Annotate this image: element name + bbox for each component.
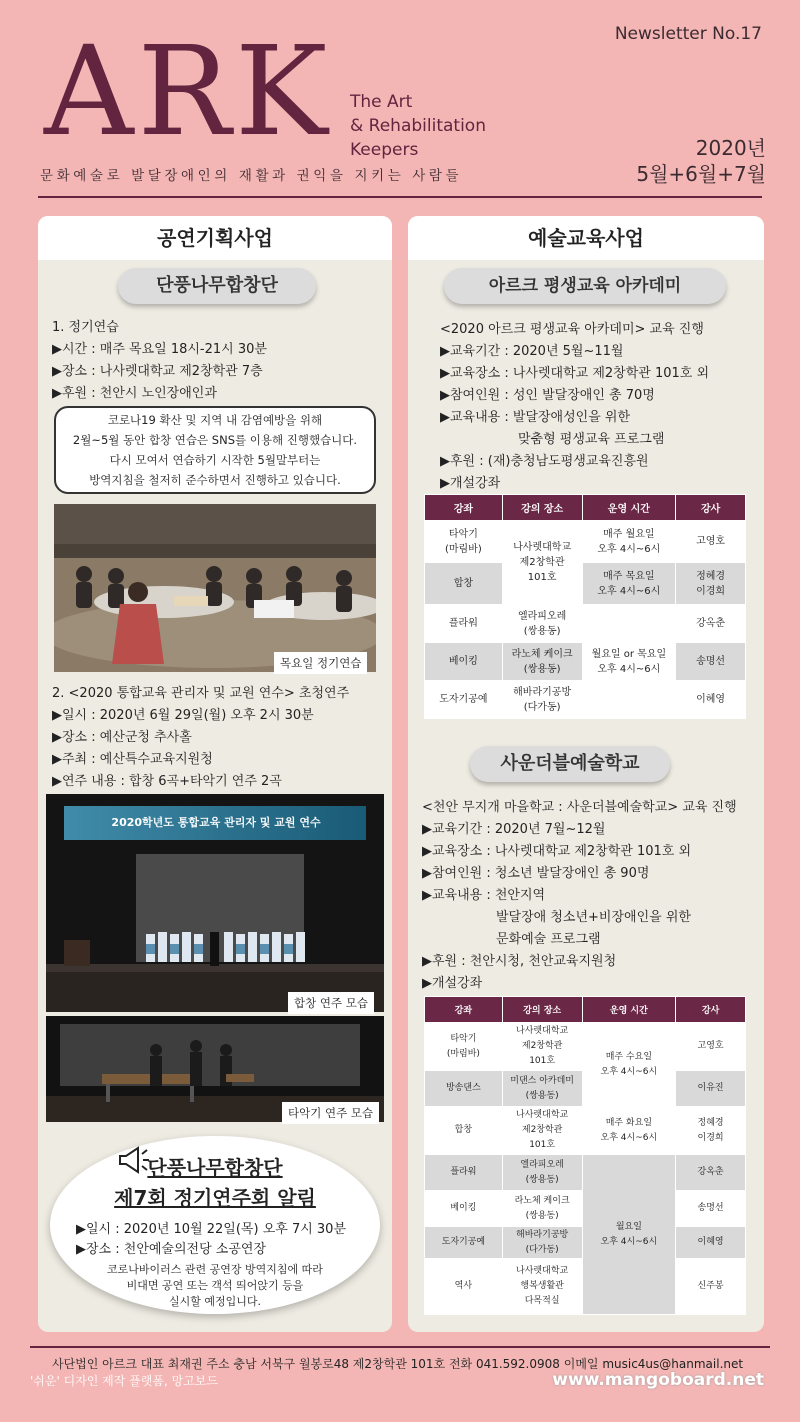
venue-cell xyxy=(502,1071,582,1107)
concert-venue: ▶장소 : 천안예술의전당 소공연장 xyxy=(76,1242,267,1257)
instructor-cell: 송명선 xyxy=(676,643,746,681)
school-content-detail: 문화예술 프로그램 xyxy=(496,932,601,947)
cell-line: 라노체 케이크 xyxy=(514,1195,570,1206)
school-intro: <천안 무지개 마을학교 : 사운더블예술학교> 교육 진행 xyxy=(422,800,737,815)
col-venue: 강의 장소 xyxy=(502,997,582,1023)
academy-intro: <2020 아르크 평생교육 아카데미> 교육 진행 xyxy=(440,322,704,337)
col-venue: 강의 장소 xyxy=(502,495,582,521)
footer-info: 사단법인 아르크 대표 최재권 주소 충남 서북구 월봉로48 제2창학관 101호 전화 041.592.0908 이메일 music4us@hanmail.net xyxy=(52,1357,744,1371)
concert-note-line: 비대면 공연 또는 객석 띄어앉기 등을 xyxy=(126,1279,304,1292)
table-row xyxy=(425,1107,746,1155)
invite-place: ▶장소 : 예산군청 추사홀 xyxy=(52,730,192,745)
academy-pill: 아르크 평생교육 아카데미 xyxy=(444,268,726,304)
academy-people: ▶참여인원 : 성인 발달장애인 총 70명 xyxy=(440,388,655,403)
concert-title-event: 제7회 정기연주회 알림 xyxy=(114,1186,316,1210)
practice-photo xyxy=(54,504,376,672)
venue-cell xyxy=(502,1155,582,1191)
stage-banner-text: 2020학년도 통합교육 관리자 및 교원 연수 xyxy=(111,816,321,829)
course-cell: 플라워 xyxy=(425,605,503,643)
venue-cell xyxy=(502,521,582,605)
cell-line: 행복생활관 xyxy=(520,1281,564,1291)
practice-heading: 1. 정기연습 xyxy=(52,320,119,335)
cell-line: 나사렛대학교 xyxy=(516,1026,569,1036)
course-cell: 방송댄스 xyxy=(425,1071,503,1107)
concert-title-choir: 단풍나무합창단 xyxy=(147,1156,283,1180)
percussion-photo-caption: 타악기 연주 모습 xyxy=(282,1102,379,1124)
academy-place: ▶교육장소 : 나사렛대학교 제2창학관 101호 외 xyxy=(440,366,710,381)
covid-notice xyxy=(54,406,376,494)
cell-line: 엘라피오레 xyxy=(520,1159,564,1170)
col-time: 운영 시간 xyxy=(582,997,676,1023)
cell-line: 라노체 케이크 xyxy=(511,648,573,660)
col-course: 강좌 xyxy=(425,495,503,521)
venue-cell xyxy=(502,605,582,643)
choir-photo-caption: 합창 연주 모습 xyxy=(288,992,374,1014)
instructor-cell xyxy=(676,1107,746,1155)
table-header-row xyxy=(425,495,746,521)
col-instructor: 강사 xyxy=(676,997,746,1023)
school-course-table xyxy=(424,996,746,1315)
venue-cell xyxy=(502,1191,582,1227)
col-instructor: 강사 xyxy=(676,495,746,521)
cell-line: 정혜경 xyxy=(696,570,726,582)
cell-line: 오후 4시~6시 xyxy=(600,1236,658,1247)
school-pill: 사운더블예술학교 xyxy=(470,746,670,782)
cell-line: 제2창학관 xyxy=(519,557,565,568)
cell-line: 월요일 xyxy=(615,1221,642,1232)
school-period: ▶교육기간 : 2020년 7월~12월 xyxy=(422,822,606,837)
cell-line: 해바라기공방 xyxy=(513,686,572,698)
academy-period: ▶교육기간 : 2020년 5월~11월 xyxy=(440,344,624,359)
cell-line: (쌍용동) xyxy=(525,1174,559,1185)
panel-title: 예술교육사업 xyxy=(408,216,764,260)
academy-content: ▶교육내용 : 발달장애성인을 위한 xyxy=(440,410,631,425)
table-row xyxy=(425,521,746,563)
cell-line: 미댄스 아카데미 xyxy=(510,1075,574,1086)
cell-line: 이경희 xyxy=(696,585,726,597)
concert-date: ▶일시 : 2020년 10월 22일(목) 오후 7시 30분 xyxy=(76,1222,347,1237)
cell-line: 매주 목요일 xyxy=(603,570,655,582)
notice-line: 2월~5월 동안 합창 연습은 SNS를 이용해 진행했습니다. xyxy=(72,433,358,447)
cell-line: 오후 4시~6시 xyxy=(600,1132,658,1143)
cell-line: 매주 수요일 xyxy=(605,1051,653,1062)
venue-cell xyxy=(502,1023,582,1071)
course-cell: 도자기공예 xyxy=(425,681,503,719)
cell-line: 오후 4시~6시 xyxy=(597,663,661,675)
notice-line: 코로나19 확산 및 지역 내 감염예방을 위해 xyxy=(107,413,323,427)
cell-line: 오후 4시~6시 xyxy=(597,543,661,555)
instructor-cell: 이혜영 xyxy=(676,1227,746,1259)
table-row xyxy=(425,605,746,643)
concert-invite-heading: 2. <2020 통합교육 관리자 및 교원 연수> 초청연주 xyxy=(52,686,350,701)
concert-announcement xyxy=(50,1136,380,1314)
invite-program: ▶연주 내용 : 합창 6곡+타악기 연주 2곡 xyxy=(52,774,282,789)
time-cell xyxy=(582,1107,676,1155)
concert-note-line: 코로나바이러스 관련 공연장 방역지침에 따라 xyxy=(107,1263,323,1276)
education-panel xyxy=(408,216,764,1332)
academy-course-table xyxy=(424,494,746,719)
school-content: ▶교육내용 : 천안지역 xyxy=(422,888,546,903)
cell-line: 엘라피오레 xyxy=(517,610,567,622)
course-cell: 플라워 xyxy=(425,1155,503,1191)
instructor-cell: 강옥춘 xyxy=(676,605,746,643)
cell-line: 오후 4시~6시 xyxy=(597,585,661,597)
choir-stage-photo xyxy=(46,794,384,1012)
cell-line: 매주 화요일 xyxy=(605,1117,653,1128)
logo-sub-line: Keepers xyxy=(350,140,419,160)
course-cell: 베이킹 xyxy=(425,1191,503,1227)
instructor-cell: 신주봉 xyxy=(676,1259,746,1315)
practice-photo-caption: 목요일 정기연습 xyxy=(274,652,367,674)
cell-line: 101호 xyxy=(529,1140,556,1150)
invite-host: ▶주최 : 예산특수교육지원청 xyxy=(52,752,213,767)
venue-cell xyxy=(502,681,582,719)
cell-line: 나사렛대학교 xyxy=(516,1110,569,1120)
table-row xyxy=(425,563,746,605)
cell-line: 월요일 or 목요일 xyxy=(591,648,667,660)
instructor-cell: 고영호 xyxy=(676,521,746,563)
venue-cell xyxy=(502,1227,582,1259)
cell-line: 오후 4시~6시 xyxy=(600,1066,658,1077)
newsletter-number: Newsletter No.17 xyxy=(614,24,762,44)
cell-line: 제2창학관 xyxy=(521,1041,563,1051)
time-cell xyxy=(582,1155,676,1315)
footer-credit: '쉬운' 디자인 제작 플랫폼, 망고보드 xyxy=(30,1374,218,1388)
time-cell xyxy=(582,1023,676,1107)
cell-line: 이경희 xyxy=(697,1132,724,1143)
cell-line: (다가동) xyxy=(525,1244,559,1255)
logo-sub-line: & Rehabilitation xyxy=(350,116,486,136)
concert-note xyxy=(50,1262,380,1310)
school-place: ▶교육장소 : 나사렛대학교 제2창학관 101호 외 xyxy=(422,844,692,859)
course-cell xyxy=(425,521,503,563)
instructor-cell: 송명선 xyxy=(676,1191,746,1227)
instructor-cell: 강옥춘 xyxy=(676,1155,746,1191)
course-cell: 도자기공예 xyxy=(425,1227,503,1259)
time-cell xyxy=(582,521,676,563)
cell-line: 101호 xyxy=(527,572,557,583)
performance-panel xyxy=(38,216,392,1332)
instructor-cell xyxy=(676,563,746,605)
time-cell xyxy=(582,605,676,719)
instructor-cell: 이혜영 xyxy=(676,681,746,719)
issue-months: 5월+6월+7월 xyxy=(636,162,766,186)
cell-line: 다목적실 xyxy=(524,1296,560,1306)
practice-sponsor: ▶후원 : 천안시 노인장애인과 xyxy=(52,386,217,401)
footer-divider xyxy=(30,1346,770,1348)
invite-date: ▶일시 : 2020년 6월 29일(월) 오후 2시 30분 xyxy=(52,708,314,723)
venue-cell xyxy=(502,1107,582,1155)
school-sponsor: ▶후원 : 천안시청, 천안교육지원청 xyxy=(422,954,617,969)
cell-line: 101호 xyxy=(529,1056,556,1066)
logo-sub-line: The Art xyxy=(350,92,413,112)
school-content-detail: 발달장애 청소년+비장애인을 위한 xyxy=(496,910,691,925)
cell-line: (다가동) xyxy=(523,701,561,713)
cell-line: 정혜경 xyxy=(697,1117,724,1128)
cell-line: 타악기 xyxy=(448,528,478,540)
issue-year: 2020년 xyxy=(695,136,766,160)
course-cell: 역사 xyxy=(425,1259,503,1315)
tagline: 문화예술로 발달장애인의 재활과 권익을 지키는 사람들 xyxy=(40,168,463,184)
practice-time: ▶시간 : 매주 목요일 18시-21시 30분 xyxy=(52,342,267,357)
table-row xyxy=(425,1155,746,1191)
course-cell: 합창 xyxy=(425,1107,503,1155)
instructor-cell: 이유진 xyxy=(676,1071,746,1107)
table-header-row xyxy=(425,997,746,1023)
panel-title: 공연기획사업 xyxy=(38,216,392,260)
col-course: 강좌 xyxy=(425,997,503,1023)
cell-line: (쌍용동) xyxy=(523,625,561,637)
logo: ARK xyxy=(44,20,332,164)
academy-content-detail: 맞춤형 평생교육 프로그램 xyxy=(518,432,665,447)
cell-line: 제2창학관 xyxy=(521,1125,563,1135)
footer-url[interactable]: www.mangoboard.net xyxy=(552,1370,764,1390)
cell-line: (마림바) xyxy=(444,543,482,555)
school-people: ▶참여인원 : 청소년 발달장애인 총 90명 xyxy=(422,866,650,881)
cell-line: 타악기 xyxy=(450,1033,477,1044)
cell-line: 매주 월요일 xyxy=(603,528,655,540)
school-courses-label: ▶개설강좌 xyxy=(422,976,483,991)
course-cell xyxy=(425,1023,503,1071)
academy-courses-label: ▶개설강좌 xyxy=(440,476,501,491)
notice-line: 방역지침을 철저히 준수하면서 진행하고 있습니다. xyxy=(89,473,341,487)
cell-line: (마림바) xyxy=(446,1048,480,1059)
cell-line: 나사렛대학교 xyxy=(513,542,572,553)
notice-line: 다시 모여서 연습하기 시작한 5월말부터는 xyxy=(109,453,321,467)
col-time: 운영 시간 xyxy=(582,495,676,521)
academy-sponsor: ▶후원 : (재)충청남도평생교육진흥원 xyxy=(440,454,649,469)
cell-line: (쌍용동) xyxy=(523,663,561,675)
choir-pill: 단풍나무합창단 xyxy=(118,268,316,304)
venue-cell xyxy=(502,643,582,681)
time-cell xyxy=(582,563,676,605)
venue-cell xyxy=(502,1259,582,1315)
cell-line: (쌍용동) xyxy=(525,1210,559,1221)
instructor-cell: 고영호 xyxy=(676,1023,746,1071)
cell-line: 해바라기공방 xyxy=(516,1229,569,1240)
course-cell: 합창 xyxy=(425,563,503,605)
cell-line: (쌍용동) xyxy=(525,1090,559,1101)
header-divider xyxy=(38,196,762,198)
course-cell: 베이킹 xyxy=(425,643,503,681)
table-row xyxy=(425,1023,746,1071)
concert-note-line: 실시할 예정입니다. xyxy=(168,1295,261,1308)
practice-place: ▶장소 : 나사렛대학교 제2창학관 7층 xyxy=(52,364,263,379)
logo-subtitle xyxy=(350,90,486,162)
cell-line: 나사렛대학교 xyxy=(516,1266,569,1276)
